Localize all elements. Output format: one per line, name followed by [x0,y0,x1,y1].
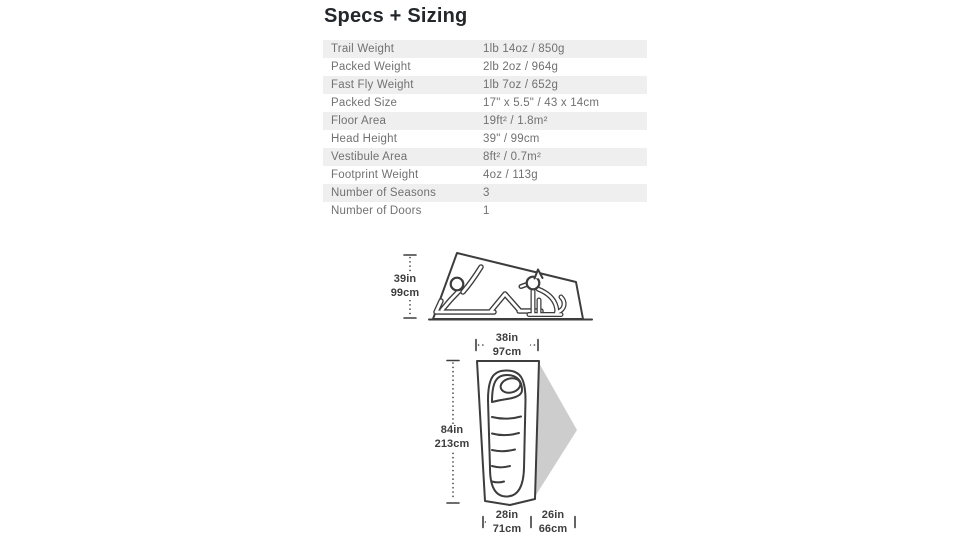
spec-label: Vestibule Area [331,151,408,163]
spec-value: 1 [483,205,490,217]
floor-width-dimension-label: 28in 71cm [486,509,528,536]
spec-value: 1lb 14oz / 850g [483,43,565,55]
tent-side-view-diagram [404,253,592,320]
dog-head [527,277,540,290]
vestibule-width-dimension-label: 26in 66cm [532,509,574,536]
spec-label: Head Height [331,133,398,145]
height-dimension-label: 39in 99cm [383,273,427,300]
spec-label: Packed Weight [331,61,411,73]
spec-value: 17" x 5.5" / 43 x 14cm [483,97,600,109]
spec-value: 1lb 7oz / 652g [483,79,559,91]
vestibule-shape [536,363,577,495]
spec-label: Fast Fly Weight [331,79,414,91]
spec-value: 4oz / 113g [483,169,538,181]
spec-value: 3 [483,187,490,199]
spec-value: 19ft² / 1.8m² [483,115,548,127]
spec-value: 39" / 99cm [483,133,540,145]
spec-label: Number of Doors [331,205,422,217]
spec-label: Floor Area [331,115,387,127]
section-title: Specs + Sizing [324,5,468,27]
spec-label: Packed Size [331,97,398,109]
length-dimension-label: 84in 213cm [428,424,476,451]
dog-ear [535,270,543,279]
spec-label: Footprint Weight [331,169,419,181]
spec-value: 2lb 2oz / 964g [483,61,559,73]
width-dimension-label: 38in 97cm [484,332,530,359]
spec-label: Number of Seasons [331,187,437,199]
spec-label: Trail Weight [331,43,395,55]
person-head [451,278,464,291]
tent-floor-outline [477,361,539,505]
spec-value: 8ft² / 0.7m² [483,151,541,163]
